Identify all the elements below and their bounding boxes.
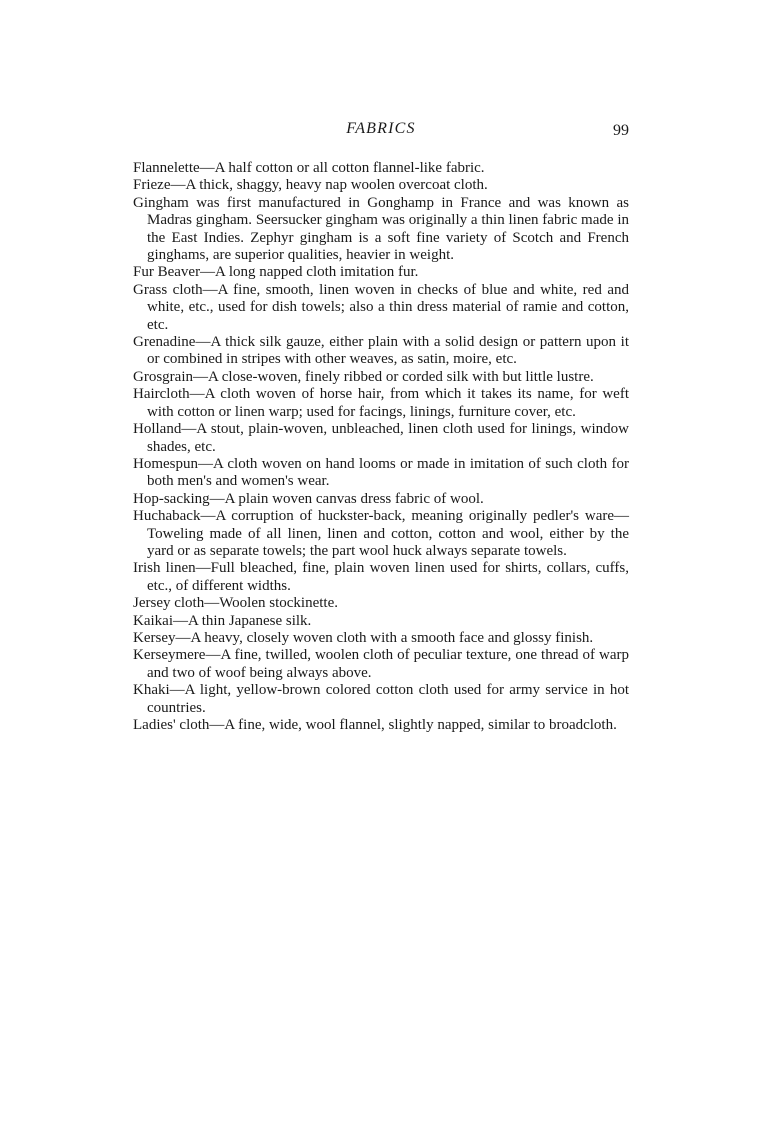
glossary-entry-kerseymere: Kerseymere—A fine, twilled, woolen cloth of peculiar texture, one thread of warp and two of woof being always above. [133, 647, 629, 681]
glossary-entry-frieze: Frieze—A thick, shaggy, heavy nap woolen overcoat cloth. [133, 177, 488, 194]
glossary-entry-grass-cloth: Grass cloth—A fine, smooth, linen woven in checks of blue and white, red and white, etc., used for dish towels; also a thin dress material of ramie and cotton, etc. [133, 281, 629, 333]
glossary-entry-gingham: Gingham was first manufactured in Gonghamp in France and was known as Madras gingham. Seersucker gingham was originally a thin linen fabric made in the East Indies. Zephyr gingham is a soft fine variety of Scotch and French ginghams, are superior qualities, heavier in weight. [133, 194, 629, 264]
glossary-entry-khaki: Khaki—A light, yellow-brown colored cotton cloth used for army service in hot countries. [133, 682, 629, 716]
glossary-entry-homespun: Homespun—A cloth woven on hand looms or made in imitation of such cloth for both men's and women's wear. [133, 455, 629, 490]
glossary-entry-grenadine: Grenadine—A thick silk gauze, either plain with a solid design or pattern upon it or combined in stripes with other weaves, as satin, moire, etc. [133, 334, 629, 368]
glossary-entry-kersey: Kersey—A heavy, closely woven cloth with a smooth face and glossy finish. [133, 629, 594, 646]
glossary-entry-haircloth: Haircloth—A cloth woven of horse hair, from which it takes its name, for weft with cotton or linen warp; used for facings, linings, furniture cover, etc. [133, 386, 629, 420]
glossary-entry-kaikai: Kaikai—A thin Japanese silk. [133, 612, 312, 629]
glossary-entry-huchaback: Huchaback—A corruption of huckster-back, meaning originally pedler's ware—Toweling made of all linen, linen and cotton, cotton and wool, either by the yard or as separate towels; the part wool huck always separate towels. [133, 508, 629, 559]
glossary-entry-ladies-cloth: Ladies' cloth—A fine, wide, wool flannel, slightly napped, similar to broadcloth. [133, 717, 617, 733]
glossary-entry-flannelette: Flannelette—A half cotton or all cotton flannel-like fabric. [133, 160, 485, 176]
glossary-entry-hop-sacking: Hop-sacking—A plain woven canvas dress fabric of wool. [133, 490, 484, 507]
running-head [133, 120, 629, 142]
glossary-entry-grosgrain: Grosgrain—A close-woven, finely ribbed or corded silk with but little lustre. [133, 368, 594, 385]
glossary-list [133, 160, 629, 734]
glossary-entry-fur-beaver: Fur Beaver—A long napped cloth imitation fur. [133, 264, 419, 281]
running-title: FABRICS [346, 120, 416, 137]
glossary-entry-jersey-cloth: Jersey cloth—Woolen stockinette. [133, 595, 338, 612]
page-number: 99 [613, 122, 629, 139]
glossary-entry-holland: Holland—A stout, plain-woven, unbleached, linen cloth used for linings, window shades, etc. [133, 421, 629, 455]
glossary-entry-irish-linen: Irish linen—Full bleached, fine, plain woven linen used for shirts, collars, cuffs, etc., of different widths. [133, 560, 629, 594]
